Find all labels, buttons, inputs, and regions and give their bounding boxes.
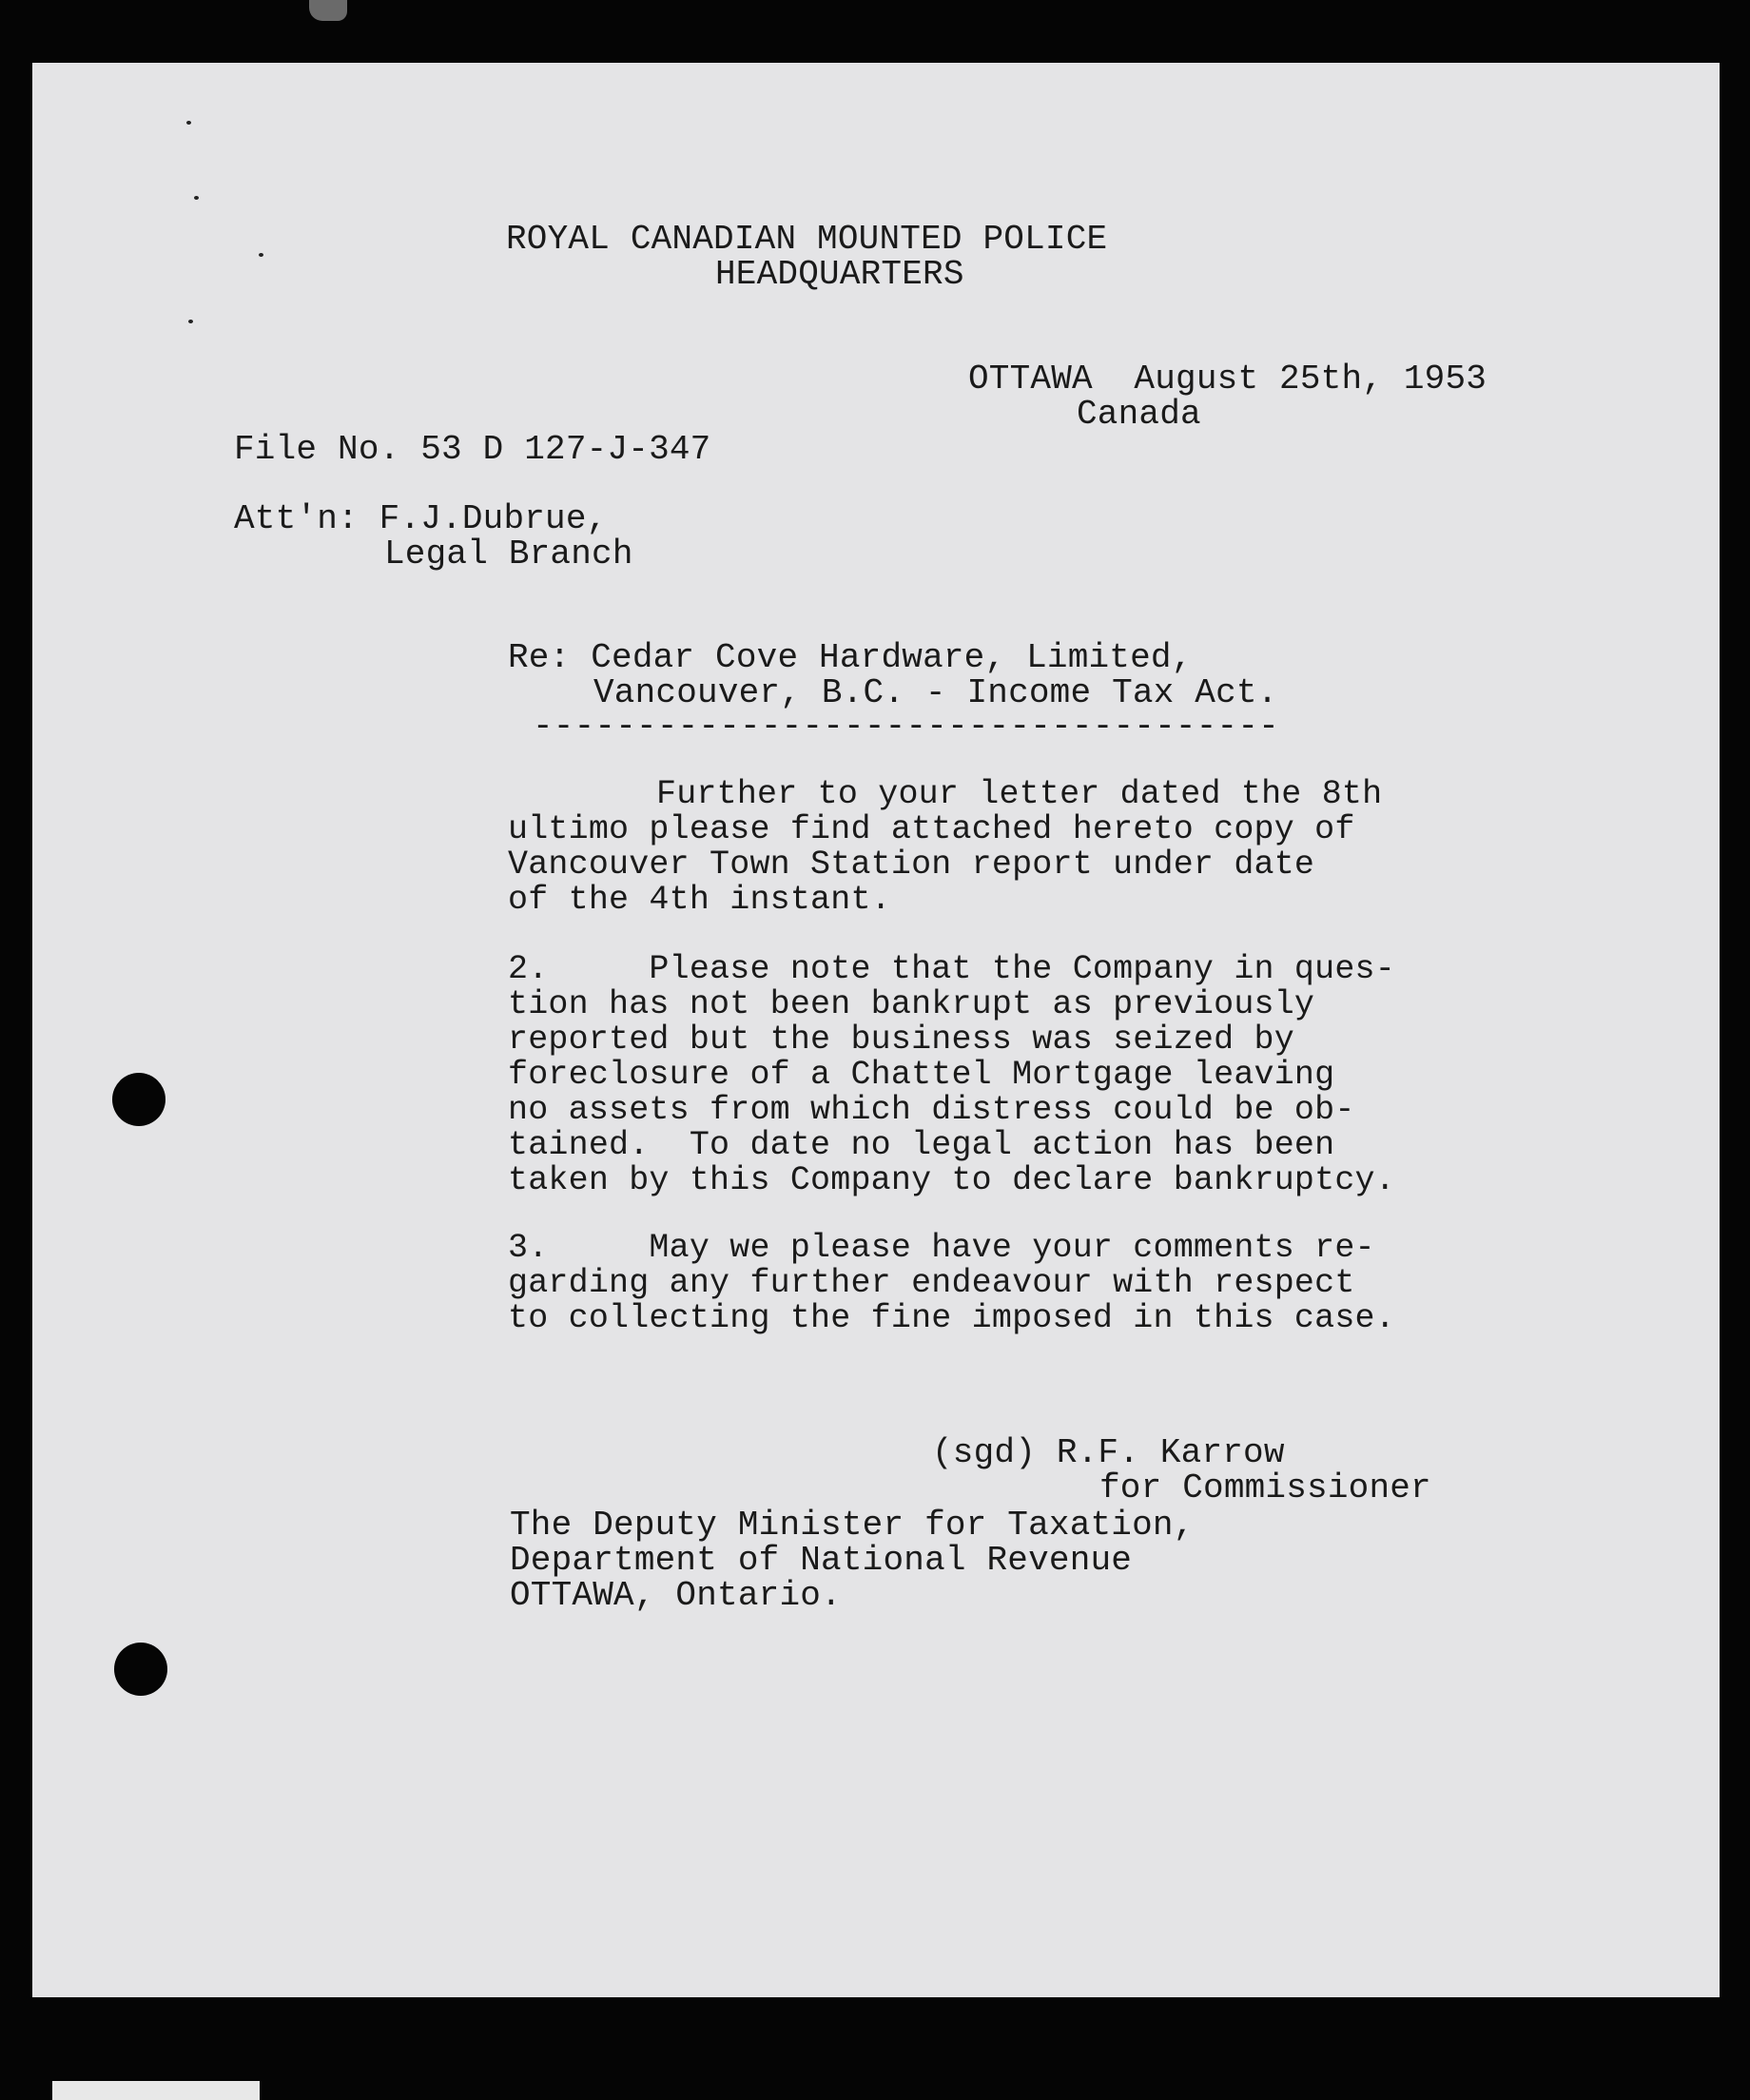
paragraph2-line5: no assets from which distress could be ob- [508, 1091, 1355, 1129]
attention-line1: Att'n: F.J.Dubrue, [234, 499, 608, 538]
dateline-place-date: OTTAWA August 25th, 1953 [968, 360, 1488, 399]
paragraph2-line1: 2. Please note that the Company in ques- [508, 950, 1395, 988]
paragraph2-line7: taken by this Company to declare bankruptcy. [508, 1161, 1395, 1199]
speck [186, 121, 191, 125]
subject-line1: Re: Cedar Cove Hardware, Limited, [508, 638, 1193, 677]
label-strip [52, 2081, 260, 2100]
dateline-country: Canada [1077, 395, 1201, 434]
attention-line2: Legal Branch [384, 535, 633, 574]
paragraph1-line2: ultimo please find attached hereto copy of [508, 810, 1355, 848]
paragraph3-line2: garding any further endeavour with respect [508, 1264, 1355, 1302]
paragraph3-line1: 3. May we please have your comments re- [508, 1229, 1375, 1267]
letterhead-line1: ROYAL CANADIAN MOUNTED POLICE [506, 220, 1108, 259]
punch-hole-top [112, 1073, 165, 1126]
signature-line1: (sgd) R.F. Karrow [932, 1433, 1285, 1472]
paragraph2-line2: tion has not been bankrupt as previously [508, 985, 1315, 1023]
subject-line2: Vancouver, B.C. - Income Tax Act. [593, 673, 1278, 712]
paper-scrap [309, 0, 347, 21]
speck [188, 320, 193, 323]
punch-hole-bottom [114, 1643, 167, 1696]
paragraph2-line6: tained. To date no legal action has been [508, 1126, 1335, 1164]
addressee-line3: OTTAWA, Ontario. [510, 1576, 842, 1615]
paragraph1-line1: Further to your letter dated the 8th [656, 775, 1383, 813]
paragraph2-line4: foreclosure of a Chattel Mortgage leaving [508, 1056, 1335, 1094]
paragraph3-line3: to collecting the fine imposed in this case. [508, 1299, 1395, 1337]
paragraph1-line3: Vancouver Town Station report under date [508, 846, 1315, 884]
signature-line2: for Commissioner [1099, 1468, 1431, 1507]
addressee-line1: The Deputy Minister for Taxation, [510, 1506, 1195, 1545]
speck [194, 196, 199, 200]
letterhead-line2: HEADQUARTERS [715, 255, 964, 294]
paragraph1-line4: of the 4th instant. [508, 881, 891, 919]
addressee-line2: Department of National Revenue [510, 1541, 1133, 1580]
file-number: File No. 53 D 127-J-347 [234, 430, 711, 469]
speck [259, 253, 263, 257]
subject-underline: ------------------------------------ [533, 707, 1279, 746]
paragraph2-line3: reported but the business was seized by [508, 1021, 1294, 1059]
